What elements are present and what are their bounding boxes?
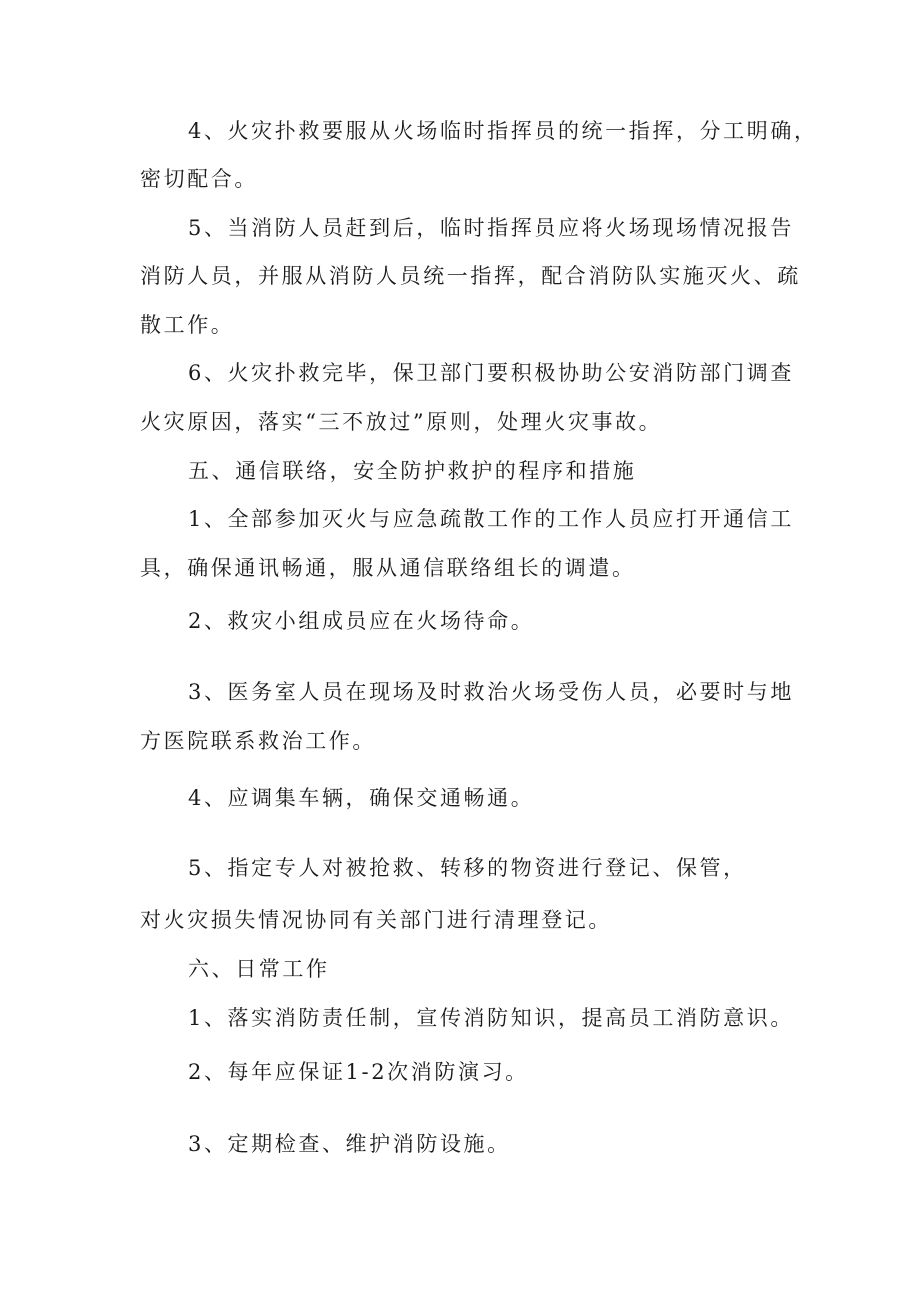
paragraph-line: 3、医务室人员在现场及时救治火场受伤人员，必要时与地 xyxy=(188,680,794,704)
paragraph-line: 5、当消防人员赶到后，临时指挥员应将火场现场情况报告 xyxy=(188,216,794,240)
paragraph-line: 5、指定专人对被抢救、转移的物资进行登记、保管， xyxy=(188,856,747,880)
paragraph-line: 4、火灾扑救要服从火场临时指挥员的统一指挥，分工明确， xyxy=(188,119,818,143)
paragraph-line: 4、应调集车辆，确保交通畅通。 xyxy=(188,786,535,810)
paragraph-line: 对火灾损失情况协同有关部门进行清理登记。 xyxy=(140,908,612,932)
paragraph-line: 散工作。 xyxy=(140,313,235,337)
paragraph-line: 密切配合。 xyxy=(140,167,258,191)
section-heading: 五、通信联络，安全防护救护的程序和措施 xyxy=(188,459,637,483)
paragraph-line: 1、全部参加灭火与应急疏散工作的工作人员应打开通信工 xyxy=(188,507,794,531)
paragraph-line: 消防人员，并服从消防人员统一指挥，配合消防队实施灭火、疏 xyxy=(140,264,801,288)
paragraph-line: 具，确保通讯畅通，服从通信联络组长的调遣。 xyxy=(140,556,636,580)
paragraph-line: 2、每年应保证1-2次消防演习。 xyxy=(188,1060,529,1084)
section-heading: 六、日常工作 xyxy=(188,957,330,981)
paragraph-line: 2、救灾小组成员应在火场待命。 xyxy=(188,609,535,633)
paragraph-line: 1、落实消防责任制，宣传消防知识，提高员工消防意识。 xyxy=(188,1006,794,1030)
paragraph-line: 火灾原因，落实“三不放过”原则，处理火灾事故。 xyxy=(140,410,663,434)
paragraph-line: 方医院联系救治工作。 xyxy=(140,729,376,753)
paragraph-line: 3、定期检查、维护消防设施。 xyxy=(188,1132,511,1156)
paragraph-line: 6、火灾扑救完毕，保卫部门要积极协助公安消防部门调查 xyxy=(188,361,794,385)
